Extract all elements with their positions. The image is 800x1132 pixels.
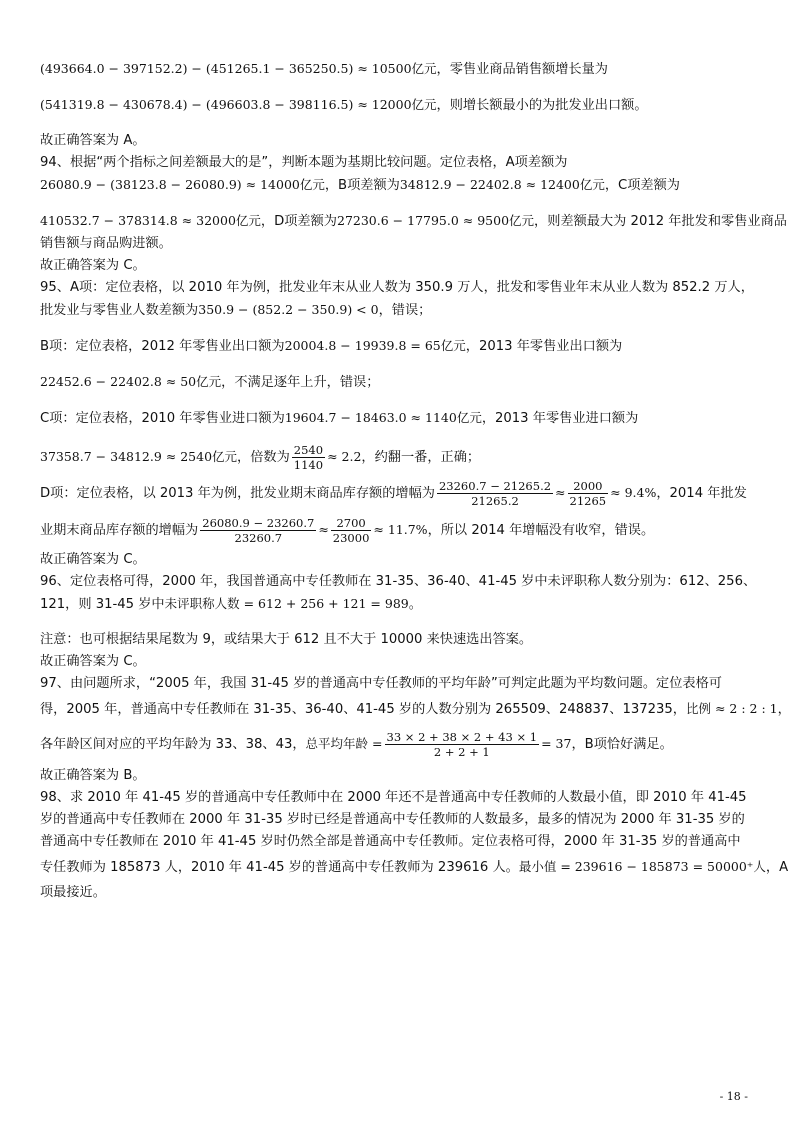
text-line: 26080.9 − (38123.8 − 26080.9) ≈ 14000亿元，B项差额为34812.9 − 22402.8 ≈ 12400亿元，C项差额为 [40,177,680,193]
fraction: $\frac{33 \times 2 + 38 \times 2 + 43 \times 1}{2 + 2 + 1}$ [386,729,538,759]
fraction: $\frac{2540}{1140}$ [293,442,324,472]
answer-line: 故正确答案为 A。 [40,133,146,148]
fraction: $\frac{23260.7 - 21265.2}{21265.2}$ [438,478,552,508]
text-line: 得，2005 年，普通高中专任教师在 31-35、36-40、41-45 岁的人数分别为 265509、248837、137235，比例 ≈ 2 : 2 : 1， [40,701,791,717]
text-line: 业期末商品库存额的增幅为 $\frac{26080.9 - 23260.7}{23260.7}$ ≈ $\frac{2700}{23000}$ ≈ 11.7%，所以 2014 年增幅没有收窄，错误。 [40,515,655,545]
answer-line: 故正确答案为 C。 [40,258,146,273]
text-line: 410532.7 − 378314.8 ≈ 32000亿元，D项差额为27230.6 − 17795.0 ≈ 9500亿元，则差额最大为 2012 年批发和零售业商品 [40,213,787,229]
answer-line: 故正确答案为 B。 [40,768,146,783]
fraction: $\frac{2000}{21265}$ [569,478,607,508]
page-number: - 18 - [719,1090,748,1103]
text-line: (541319.8 − 430678.4) − (496603.8 − 398116.5) ≈ 12000亿元，则增长额最小的为批发业出口额。 [40,97,648,113]
text-line: 22452.6 − 22402.8 ≈ 50亿元，不满足逐年上升，错误； [40,374,380,390]
answer-line: 故正确答案为 C。 [40,552,146,567]
question-98: 98、求 2010 年 41-45 岁的普通高中专任教师中在 2000 年还不是普通高中专任教师的人数最小值，即 2010 年 41-45 [40,790,747,805]
text-line: 各年龄区间对应的平均年龄为 33、38、43，总平均年龄 = $\frac{33 \times 2 + 38 \times 2 + 43 \times 1}{2 + 2 + 1}$ = 37，B项恰好满足。 [40,729,673,759]
option-b-line: B项：定位表格，2012 年零售业出口额为20004.8 − 19939.8 = 65亿元，2013 年零售业出口额为 [40,338,623,354]
text-line: 批发业与零售业人数差额为350.9 − (852.2 − 350.9) < 0，错误； [40,302,432,318]
text-line: 项最接近。 [40,885,106,900]
text-line: 普通高中专任教师在 2010 年 41-45 岁时仍然全部是普通高中专任教师。定位表格可得，2000 年 31-35 岁的普通高中 [40,834,741,849]
option-d-line: D项：定位表格，以 2013 年为例，批发业期末商品库存额的增幅为 $\frac{23260.7 - 21265.2}{21265.2}$ ≈ $\frac{2000}{21265}$ ≈ 9.4%，2014 年批发 [40,478,747,508]
text-line: 121，则 31-45 岁中未评职称人数 = 612 + 256 + 121 = 989。 [40,596,422,612]
note-line: 注意：也可根据结果尾数为 9，或结果大于 612 且不大于 10000 来快速选出答案。 [40,632,533,647]
text-line: 岁的普通高中专任教师在 2000 年 31-35 岁时已经是普通高中专任教师的人数最多，最多的情况为 2000 年 31-35 岁的 [40,812,745,827]
text-line: 37358.7 − 34812.9 ≈ 2540亿元，倍数为 $\frac{2540}{1140}$ ≈ 2.2，约翻一番，正确； [40,442,481,472]
text-line: 销售额与商品购进额。 [40,236,172,251]
fraction: $\frac{26080.9 - 23260.7}{23260.7}$ [202,515,315,545]
text-line: 专任教师为 185873 人，2010 年 41-45 岁的普通高中专任教师为 239616 人。最小值 = 239616 − 185873 = 50000⁺人，A [40,859,789,875]
question-96: 96、定位表格可得，2000 年，我国普通高中专任教师在 31-35、36-40、41-45 岁中未评职称人数分别为：612、256、 [40,574,757,589]
text-line: (493664.0 − 397152.2) − (451265.1 − 365250.5) ≈ 10500亿元，零售业商品销售额增长量为 [40,61,608,77]
question-97: 97、由问题所求，“2005 年，我国 31-45 岁的普通高中专任教师的平均年龄”可判定此题为平均数问题。定位表格可 [40,676,722,691]
fraction: $\frac{2700}{23000}$ [332,515,370,545]
option-c-line: C项：定位表格，2010 年零售业进口额为19604.7 − 18463.0 ≈ 1140亿元，2013 年零售业进口额为 [40,410,639,426]
question-95: 95、A项：定位表格，以 2010 年为例，批发业年末从业人数为 350.9 万人，批发和零售业年末从业人数为 852.2 万人， [40,280,754,295]
question-94: 94、根据“两个指标之间差额最大的是”，判断本题为基期比较问题。定位表格，A项差额为 [40,155,568,170]
document-body [40,58,791,904]
answer-line: 故正确答案为 C。 [40,654,146,669]
